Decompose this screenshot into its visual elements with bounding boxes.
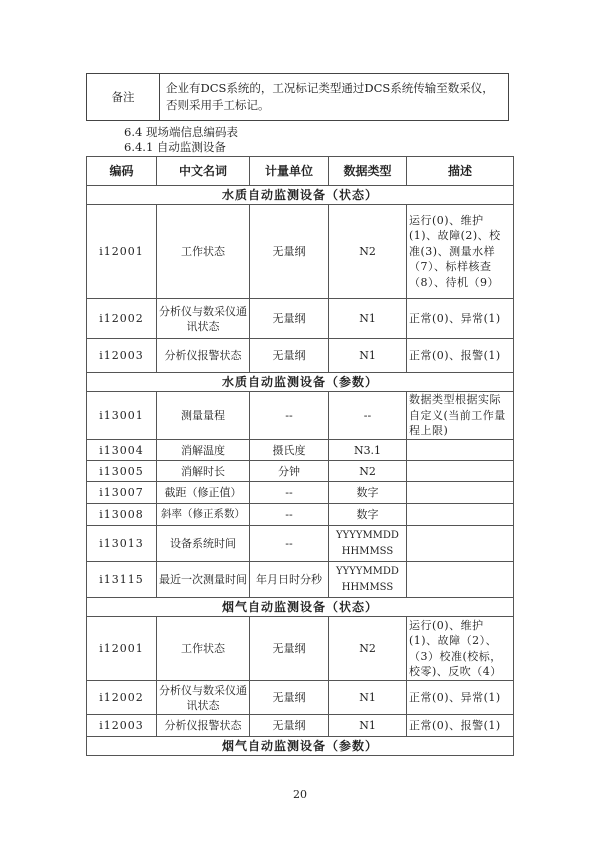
cell-description	[407, 440, 514, 461]
cell-type: YYYYMMDD HHMMSS	[329, 562, 407, 598]
section-title: 水质自动监测设备（参数）	[87, 373, 514, 392]
cell-unit: --	[250, 482, 329, 504]
cell-type: --	[329, 392, 407, 440]
table-header-row	[87, 157, 514, 186]
cell-code: i13004	[87, 440, 157, 461]
cell-unit: 无量纲	[250, 205, 329, 299]
section-heading: 6.4 现场端信息编码表	[124, 125, 238, 139]
cell-description	[407, 504, 514, 526]
cell-code: i13007	[87, 482, 157, 504]
cell-unit: 摄氏度	[250, 440, 329, 461]
section-row	[87, 373, 514, 392]
cell-description	[407, 526, 514, 562]
cell-type: YYYYMMDD HHMMSS	[329, 526, 407, 562]
cell-unit: 无量纲	[250, 715, 329, 737]
cell-unit: --	[250, 392, 329, 440]
cell-description: 运行(0)、维护(1)、故障（2）、（3）校准(校标，校零)、反吹（4）	[407, 617, 514, 681]
cell-description: 正常(0)、报警(1)	[407, 715, 514, 737]
cell-unit: 分钟	[250, 461, 329, 482]
cell-name: 截距（修正值）	[157, 482, 250, 504]
cell-type: N1	[329, 339, 407, 373]
cell-description: 正常(0)、报警(1)	[407, 339, 514, 373]
cell-type: 数字	[329, 504, 407, 526]
table-row	[87, 461, 514, 482]
cell-description	[407, 482, 514, 504]
cell-type: N2	[329, 205, 407, 299]
cell-description: 运行(0)、维护(1)、故障(2)、校准(3)、测量水样（7）、标样核查（8）、待机（9）	[407, 205, 514, 299]
cell-code: i12003	[87, 715, 157, 737]
table-row	[87, 526, 514, 562]
cell-name: 分析仪报警状态	[157, 339, 250, 373]
cell-description	[407, 461, 514, 482]
remarks-label: 备注	[87, 74, 160, 121]
cell-unit: 无量纲	[250, 339, 329, 373]
cell-description: 正常(0)、异常(1)	[407, 299, 514, 339]
cell-unit: 年月日时分秒	[250, 562, 329, 598]
cell-name: 最近一次测量时间	[157, 562, 250, 598]
cell-description: 数据类型根据实际自定义(当前工作量程上限)	[407, 392, 514, 440]
column-header-name: 中文名词	[157, 157, 250, 186]
cell-code: i12001	[87, 617, 157, 681]
section-title: 水质自动监测设备（状态）	[87, 186, 514, 205]
table-row	[87, 440, 514, 461]
table-row	[87, 205, 514, 299]
cell-name: 消解温度	[157, 440, 250, 461]
table-row	[87, 681, 514, 715]
cell-description	[407, 562, 514, 598]
cell-code: i13001	[87, 392, 157, 440]
cell-code: i12001	[87, 205, 157, 299]
remarks-table	[86, 73, 509, 121]
cell-type: N3.1	[329, 440, 407, 461]
cell-unit: 无量纲	[250, 681, 329, 715]
remarks-content: 企业有DCS系统的，工况标记类型通过DCS系统传输至数采仪，否则采用手工标记。	[160, 74, 509, 121]
table-row	[87, 504, 514, 526]
remarks-row	[87, 74, 509, 121]
column-header-description: 描述	[407, 157, 514, 186]
table-row	[87, 392, 514, 440]
table-row	[87, 617, 514, 681]
cell-code: i13005	[87, 461, 157, 482]
cell-type: N2	[329, 461, 407, 482]
column-header-code: 编码	[87, 157, 157, 186]
cell-name: 分析仪报警状态	[157, 715, 250, 737]
cell-name: 分析仪与数采仪通讯状态	[157, 299, 250, 339]
cell-type: N1	[329, 715, 407, 737]
subsection-heading: 6.4.1 自动监测设备	[124, 140, 226, 154]
section-title: 烟气自动监测设备（状态）	[87, 598, 514, 617]
cell-unit: --	[250, 504, 329, 526]
cell-description: 正常(0)、异常(1)	[407, 681, 514, 715]
table-row	[87, 482, 514, 504]
cell-type: N1	[329, 681, 407, 715]
table-row	[87, 715, 514, 737]
section-row	[87, 186, 514, 205]
cell-code: i12003	[87, 339, 157, 373]
page-number: 20	[293, 788, 307, 801]
column-header-type: 数据类型	[329, 157, 407, 186]
cell-code: i13008	[87, 504, 157, 526]
encoding-table	[86, 156, 514, 756]
cell-type: 数字	[329, 482, 407, 504]
cell-unit: --	[250, 526, 329, 562]
cell-unit: 无量纲	[250, 617, 329, 681]
cell-name: 分析仪与数采仪通讯状态	[157, 681, 250, 715]
cell-code: i13013	[87, 526, 157, 562]
table-row	[87, 562, 514, 598]
column-header-unit: 计量单位	[250, 157, 329, 186]
cell-code: i12002	[87, 299, 157, 339]
table-row	[87, 339, 514, 373]
cell-name: 斜率（修正系数）	[157, 504, 250, 526]
cell-name: 工作状态	[157, 205, 250, 299]
cell-code: i13115	[87, 562, 157, 598]
cell-name: 消解时长	[157, 461, 250, 482]
cell-name: 设备系统时间	[157, 526, 250, 562]
section-row	[87, 598, 514, 617]
cell-unit: 无量纲	[250, 299, 329, 339]
cell-code: i12002	[87, 681, 157, 715]
table-row	[87, 299, 514, 339]
cell-name: 测量量程	[157, 392, 250, 440]
section-row	[87, 737, 514, 756]
cell-name: 工作状态	[157, 617, 250, 681]
section-title: 烟气自动监测设备（参数）	[87, 737, 514, 756]
cell-type: N1	[329, 299, 407, 339]
cell-type: N2	[329, 617, 407, 681]
